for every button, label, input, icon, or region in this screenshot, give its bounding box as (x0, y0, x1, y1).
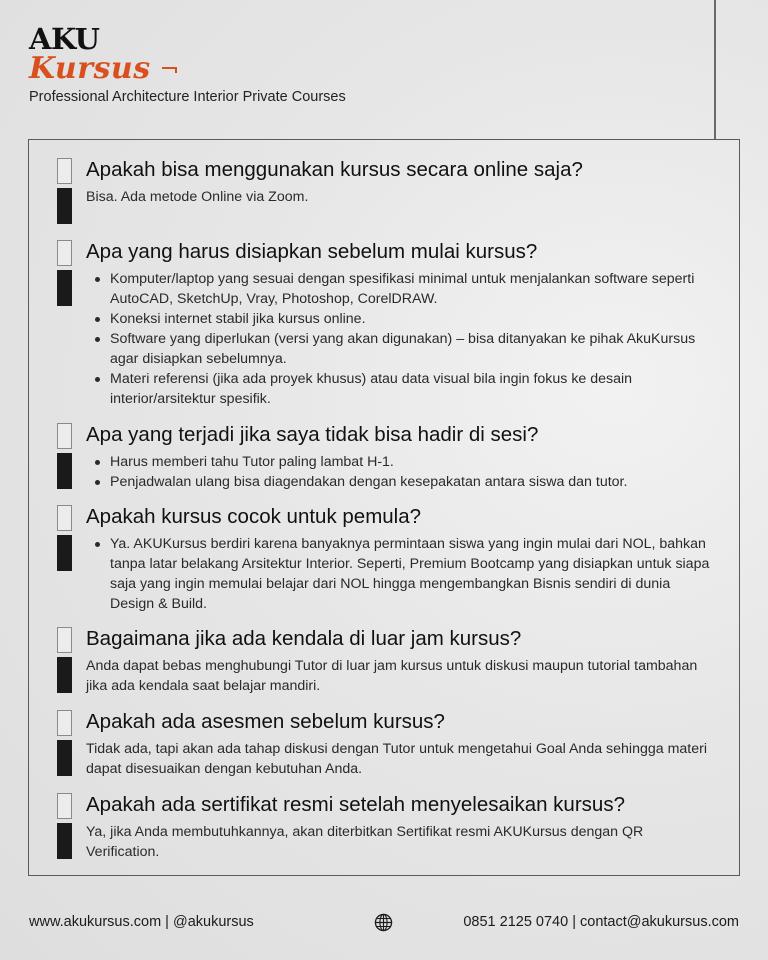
faq-question: Apakah kursus cocok untuk pemula? (86, 505, 422, 528)
footer-contact[interactable]: 0851 2125 0740 | contact@akukursus.com (463, 914, 739, 930)
answer-marker-icon (57, 188, 72, 224)
faq-answer (86, 269, 716, 409)
globe-icon (374, 913, 393, 932)
logo-kursus-text: Kursus (29, 51, 151, 86)
answer-marker-icon (57, 535, 72, 571)
faq-question: Apa yang terjadi jika saya tidak bisa hadir di sesi? (86, 423, 539, 446)
question-marker-icon (57, 240, 72, 266)
question-marker-icon (57, 423, 72, 449)
faq-bullet: Penjadwalan ulang bisa diagendakan dengan kesepakatan antara siswa dan tutor. (95, 472, 716, 492)
footer-website-social[interactable]: www.akukursus.com | @akukursus (29, 914, 254, 930)
faq-bullet: Materi referensi (jika ada proyek khusus) atau data visual bila ingin fokus ke desain interior/arsitektur spesifik. (95, 369, 716, 409)
faq-question: Apakah ada asesmen sebelum kursus? (86, 710, 445, 733)
question-marker-icon (57, 505, 72, 531)
faq-bullet: Harus memberi tahu Tutor paling lambat H-1. (95, 452, 716, 472)
answer-marker-icon (57, 740, 72, 776)
footer (0, 912, 768, 934)
faq-bullet: Software yang diperlukan (versi yang akan digunakan) – bisa ditanyakan ke pihak AkuKursus agar disiapkan sebelumnya. (95, 329, 716, 369)
logo-corner-icon (162, 67, 177, 73)
faq-answer: Anda dapat bebas menghubungi Tutor di luar jam kursus untuk diskusi maupun tutorial tambahan jika ada kendala saat belajar mandiri. (86, 658, 698, 694)
faq-question: Bagaimana jika ada kendala di luar jam kursus? (86, 627, 522, 650)
question-marker-icon (57, 793, 72, 819)
faq-answer (86, 534, 716, 614)
faq-container (28, 139, 740, 876)
faq-question: Apa yang harus disiapkan sebelum mulai kursus? (86, 240, 538, 263)
decorative-vertical-line (714, 0, 716, 140)
faq-answer: Tidak ada, tapi akan ada tahap diskusi dengan Tutor untuk mengetahui Goal Anda sehingga materi dapat disesuaikan dengan kebutuhan Anda. (86, 741, 707, 777)
faq-bullet: Komputer/laptop yang sesuai dengan spesifikasi minimal untuk menjalankan software seperti AutoCAD, SketchUp, Vray, Photoshop, CorelDRAW. (95, 269, 716, 309)
faq-answer (86, 452, 716, 492)
faq-answer: Ya, jika Anda membutuhkannya, akan diterbitkan Sertifikat resmi AKUKursus dengan QR Verification. (86, 824, 644, 860)
answer-marker-icon (57, 270, 72, 306)
tagline: Professional Architecture Interior Private Courses (29, 89, 346, 105)
faq-bullet: Ya. AKUKursus berdiri karena banyaknya permintaan siswa yang ingin mulai dari NOL, bahkan tanpa latar belakang Arsitektur Interior. Seperti, Premium Bootcamp yang disiapkan untuk siapa saja yang ingin memulai belajar dari NOL hingga mengembangkan Bisnis sendiri di dunia Design & Build. (95, 534, 716, 614)
faq-bullet: Koneksi internet stabil jika kursus online. (95, 309, 716, 329)
question-marker-icon (57, 627, 72, 653)
answer-marker-icon (57, 823, 72, 859)
question-marker-icon (57, 158, 72, 184)
faq-question: Apakah bisa menggunakan kursus secara online saja? (86, 158, 583, 181)
logo-aku-text: AKU (29, 22, 100, 56)
answer-marker-icon (57, 453, 72, 489)
faq-answer: Bisa. Ada metode Online via Zoom. (86, 189, 309, 205)
brand-logo (29, 24, 177, 84)
faq-question: Apakah ada sertifikat resmi setelah menyelesaikan kursus? (86, 793, 625, 816)
answer-marker-icon (57, 657, 72, 693)
question-marker-icon (57, 710, 72, 736)
